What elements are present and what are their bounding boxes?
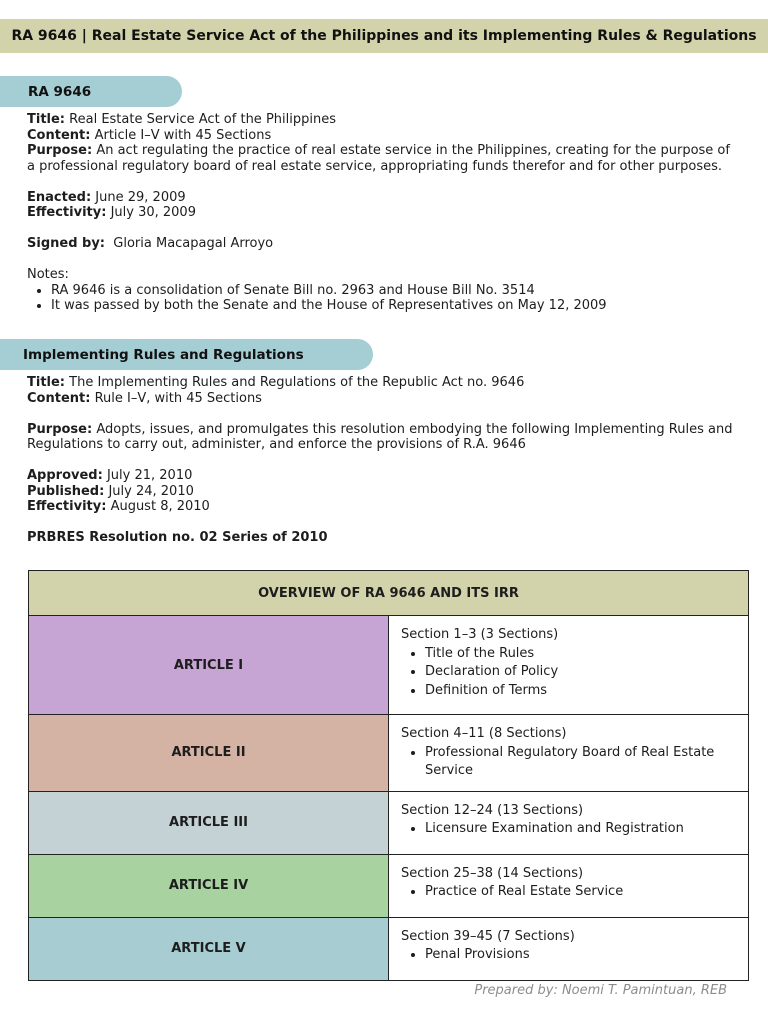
article-description bbox=[389, 715, 749, 792]
article-description bbox=[389, 791, 749, 854]
topic-list bbox=[401, 946, 736, 965]
article-description bbox=[389, 616, 749, 715]
section-heading-ra-9646: RA 9646 bbox=[0, 76, 182, 107]
irr-approved-line bbox=[27, 468, 739, 484]
ra-title-label: Title: bbox=[27, 112, 66, 127]
ra-title-line bbox=[27, 112, 739, 128]
ra-enacted-line bbox=[27, 190, 739, 206]
irr-content-label: Content: bbox=[27, 390, 91, 406]
irr-purpose-label: Purpose: bbox=[27, 421, 93, 437]
prbres-resolution: PRBRES Resolution no. 02 Series of 2010 bbox=[27, 530, 328, 545]
document-title-banner: RA 9646 | Real Estate Service Act of the Philippines and its Implementing Rules & Regulations bbox=[0, 19, 768, 53]
ra-effectivity-value: July 30, 2009 bbox=[110, 205, 196, 220]
ra-notes-list bbox=[27, 283, 739, 314]
irr-purpose-value: Adopts, issues, and promulgates this resolution embodying the following Implementing Rules and Regulations to carry out, administer, and enforce the provisions of R.A. 9646 bbox=[27, 421, 733, 452]
table-header-row bbox=[29, 571, 749, 616]
overview-table bbox=[28, 570, 749, 981]
article-cell: ARTICLE III bbox=[29, 791, 389, 854]
list-item: • Title of the Rules bbox=[425, 645, 736, 664]
prepared-by-credit: Prepared by: Noemi T. Pamintuan, REB bbox=[474, 983, 727, 998]
list-item: • It was passed by both the Senate and the House of Representatives on May 12, 2009 bbox=[51, 298, 739, 314]
section-range: Section 4–11 (8 Sections) bbox=[401, 726, 567, 741]
ra-signed-line bbox=[27, 236, 739, 252]
list-item: • Declaration of Policy bbox=[425, 663, 736, 682]
irr-effectivity-label: Effectivity: bbox=[27, 499, 107, 514]
ra-content-value: Article I–V with 45 Sections bbox=[94, 127, 272, 143]
article-cell: ARTICLE V bbox=[29, 917, 389, 980]
irr-title-line bbox=[27, 375, 739, 391]
ra-effectivity-line bbox=[27, 205, 739, 221]
ra-title-value: Real Estate Service Act of the Philippines bbox=[69, 112, 336, 127]
ra-purpose-line bbox=[27, 143, 739, 174]
list-item: • Penal Provisions bbox=[425, 946, 736, 965]
article-description bbox=[389, 917, 749, 980]
ra-effectivity-label: Effectivity: bbox=[27, 205, 107, 220]
section-range: Section 25–38 (14 Sections) bbox=[401, 865, 584, 881]
section-range: Section 12–24 (13 Sections) bbox=[401, 802, 584, 818]
ra-signed-value: Gloria Macapagal Arroyo bbox=[113, 236, 274, 251]
table-row bbox=[29, 616, 749, 715]
table-row bbox=[29, 917, 749, 980]
table-row bbox=[29, 854, 749, 917]
article-cell: ARTICLE II bbox=[29, 715, 389, 792]
ra-content-label: Content: bbox=[27, 127, 91, 143]
list-item: • Professional Regulatory Board of Real Estate Service bbox=[425, 744, 736, 781]
section-heading-irr: Implementing Rules and Regulations bbox=[0, 339, 373, 370]
irr-published-line bbox=[27, 484, 739, 500]
irr-content-value: Rule I–V, with 45 Sections bbox=[94, 390, 262, 406]
irr-effectivity-value: August 8, 2010 bbox=[110, 499, 210, 514]
irr-title-value: The Implementing Rules and Regulations of the Republic Act no. 9646 bbox=[69, 375, 525, 390]
irr-details bbox=[27, 375, 739, 546]
table-row bbox=[29, 791, 749, 854]
topic-list bbox=[401, 820, 736, 839]
ra-enacted-label: Enacted: bbox=[27, 189, 92, 205]
overview-table-header: OVERVIEW OF RA 9646 AND ITS IRR bbox=[29, 571, 749, 616]
irr-purpose-line bbox=[27, 422, 739, 453]
list-item: • Definition of Terms bbox=[425, 682, 736, 701]
ra-9646-details bbox=[27, 112, 739, 314]
list-item: • Practice of Real Estate Service bbox=[425, 883, 736, 902]
ra-signed-label: Signed by: bbox=[27, 236, 106, 251]
irr-published-value: July 24, 2010 bbox=[108, 483, 194, 499]
irr-approved-value: July 21, 2010 bbox=[106, 468, 193, 483]
irr-title-label: Title: bbox=[27, 375, 66, 390]
section-range: Section 39–45 (7 Sections) bbox=[401, 928, 575, 944]
article-cell: ARTICLE I bbox=[29, 616, 389, 715]
ra-notes-label: Notes: bbox=[27, 267, 69, 282]
ra-purpose-value: An act regulating the practice of real estate service in the Philippines, creating for the purpose of a professional regulatory board of real estate service, appropriating funds therefor and for other purposes. bbox=[27, 143, 730, 174]
irr-effectivity-line bbox=[27, 499, 739, 515]
article-description bbox=[389, 854, 749, 917]
list-item: • Licensure Examination and Registration bbox=[425, 820, 736, 839]
table-row bbox=[29, 715, 749, 792]
irr-approved-label: Approved: bbox=[27, 468, 103, 483]
ra-enacted-value: June 29, 2009 bbox=[95, 189, 186, 205]
topic-list bbox=[401, 645, 736, 701]
list-item: • RA 9646 is a consolidation of Senate Bill no. 2963 and House Bill No. 3514 bbox=[51, 283, 739, 299]
topic-list bbox=[401, 883, 736, 902]
irr-content-line bbox=[27, 391, 739, 407]
article-cell: ARTICLE IV bbox=[29, 854, 389, 917]
ra-purpose-label: Purpose: bbox=[27, 143, 93, 158]
ra-content-line bbox=[27, 128, 739, 144]
topic-list bbox=[401, 744, 736, 781]
section-range: Section 1–3 (3 Sections) bbox=[401, 627, 559, 642]
irr-published-label: Published: bbox=[27, 483, 105, 499]
